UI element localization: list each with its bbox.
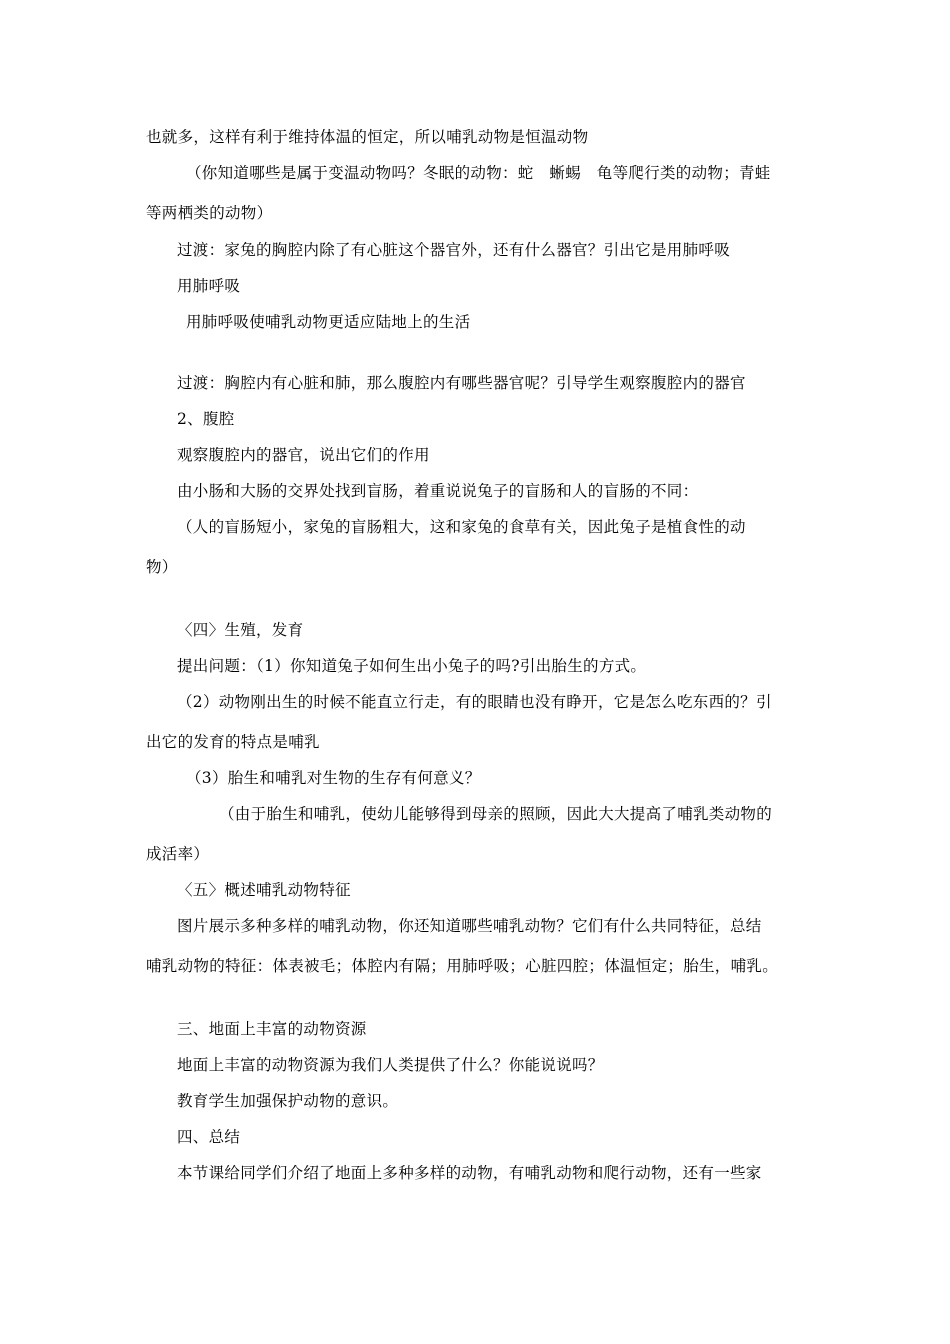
text-line: 成活率） bbox=[146, 845, 210, 863]
text-line: 出它的发育的特点是哺乳 bbox=[146, 733, 320, 751]
text-line: 用肺呼吸使哺乳动物更适应陆地上的生活 bbox=[186, 313, 471, 331]
text-line: （由于胎生和哺乳，使幼儿能够得到母亲的照顾，因此大大提高了哺乳类动物的 bbox=[219, 805, 773, 823]
text-line: 图片展示多种多样的哺乳动物，你还知道哪些哺乳动物？它们有什么共同特征，总结 bbox=[177, 917, 762, 935]
text-line: 等两栖类的动物） bbox=[146, 204, 273, 222]
section-heading: 〈五〉概述哺乳动物特征 bbox=[177, 881, 351, 899]
text-line: 观察腹腔内的器官，说出它们的作用 bbox=[177, 446, 430, 464]
text-line: （2）动物刚出生的时候不能直立行走，有的眼睛也没有睁开，它是怎么吃东西的？引 bbox=[177, 693, 772, 711]
text-line: 过渡：家兔的胸腔内除了有心脏这个器官外，还有什么器官？引出它是用肺呼吸 bbox=[177, 241, 731, 259]
text-line: 教育学生加强保护动物的意识。 bbox=[177, 1092, 399, 1110]
text-line: 物） bbox=[146, 558, 178, 576]
text-line: 本节课给同学们介绍了地面上多种多样的动物，有哺乳动物和爬行动物，还有一些家 bbox=[177, 1164, 762, 1182]
text-line: （人的盲肠短小，家兔的盲肠粗大，这和家兔的食草有关，因此兔子是植食性的动 bbox=[177, 518, 746, 536]
section-heading: 〈四〉生殖，发育 bbox=[177, 621, 304, 639]
text-line: 由小肠和大肠的交界处找到盲肠，着重说说兔子的盲肠和人的盲肠的不同： bbox=[177, 482, 699, 500]
section-heading: 四、总结 bbox=[177, 1128, 241, 1146]
text-line: （你知道哪些是属于变温动物吗？冬眠的动物：蛇 蜥蜴 龟等爬行类的动物；青蛙 bbox=[186, 164, 771, 182]
text-line: 地面上丰富的动物资源为我们人类提供了什么？你能说说吗？ bbox=[177, 1056, 604, 1074]
section-heading: 2、腹腔 bbox=[177, 410, 235, 428]
text-line: 也就多，这样有利于维持体温的恒定，所以哺乳动物是恒温动物 bbox=[146, 128, 589, 146]
text-line: 哺乳动物的特征：体表被毛；体腔内有隔；用肺呼吸；心脏四腔；体温恒定；胎生，哺乳。 bbox=[146, 957, 779, 975]
text-line: 提出问题：（1）你知道兔子如何生出小兔子的吗?引出胎生的方式。 bbox=[177, 657, 647, 675]
text-line: （3）胎生和哺乳对生物的生存有何意义？ bbox=[186, 769, 481, 787]
text-line: 用肺呼吸 bbox=[177, 277, 241, 295]
text-line: 过渡：胸腔内有心脏和肺，那么腹腔内有哪些器官呢？引导学生观察腹腔内的器官 bbox=[177, 374, 746, 392]
section-heading: 三、地面上丰富的动物资源 bbox=[177, 1020, 367, 1038]
